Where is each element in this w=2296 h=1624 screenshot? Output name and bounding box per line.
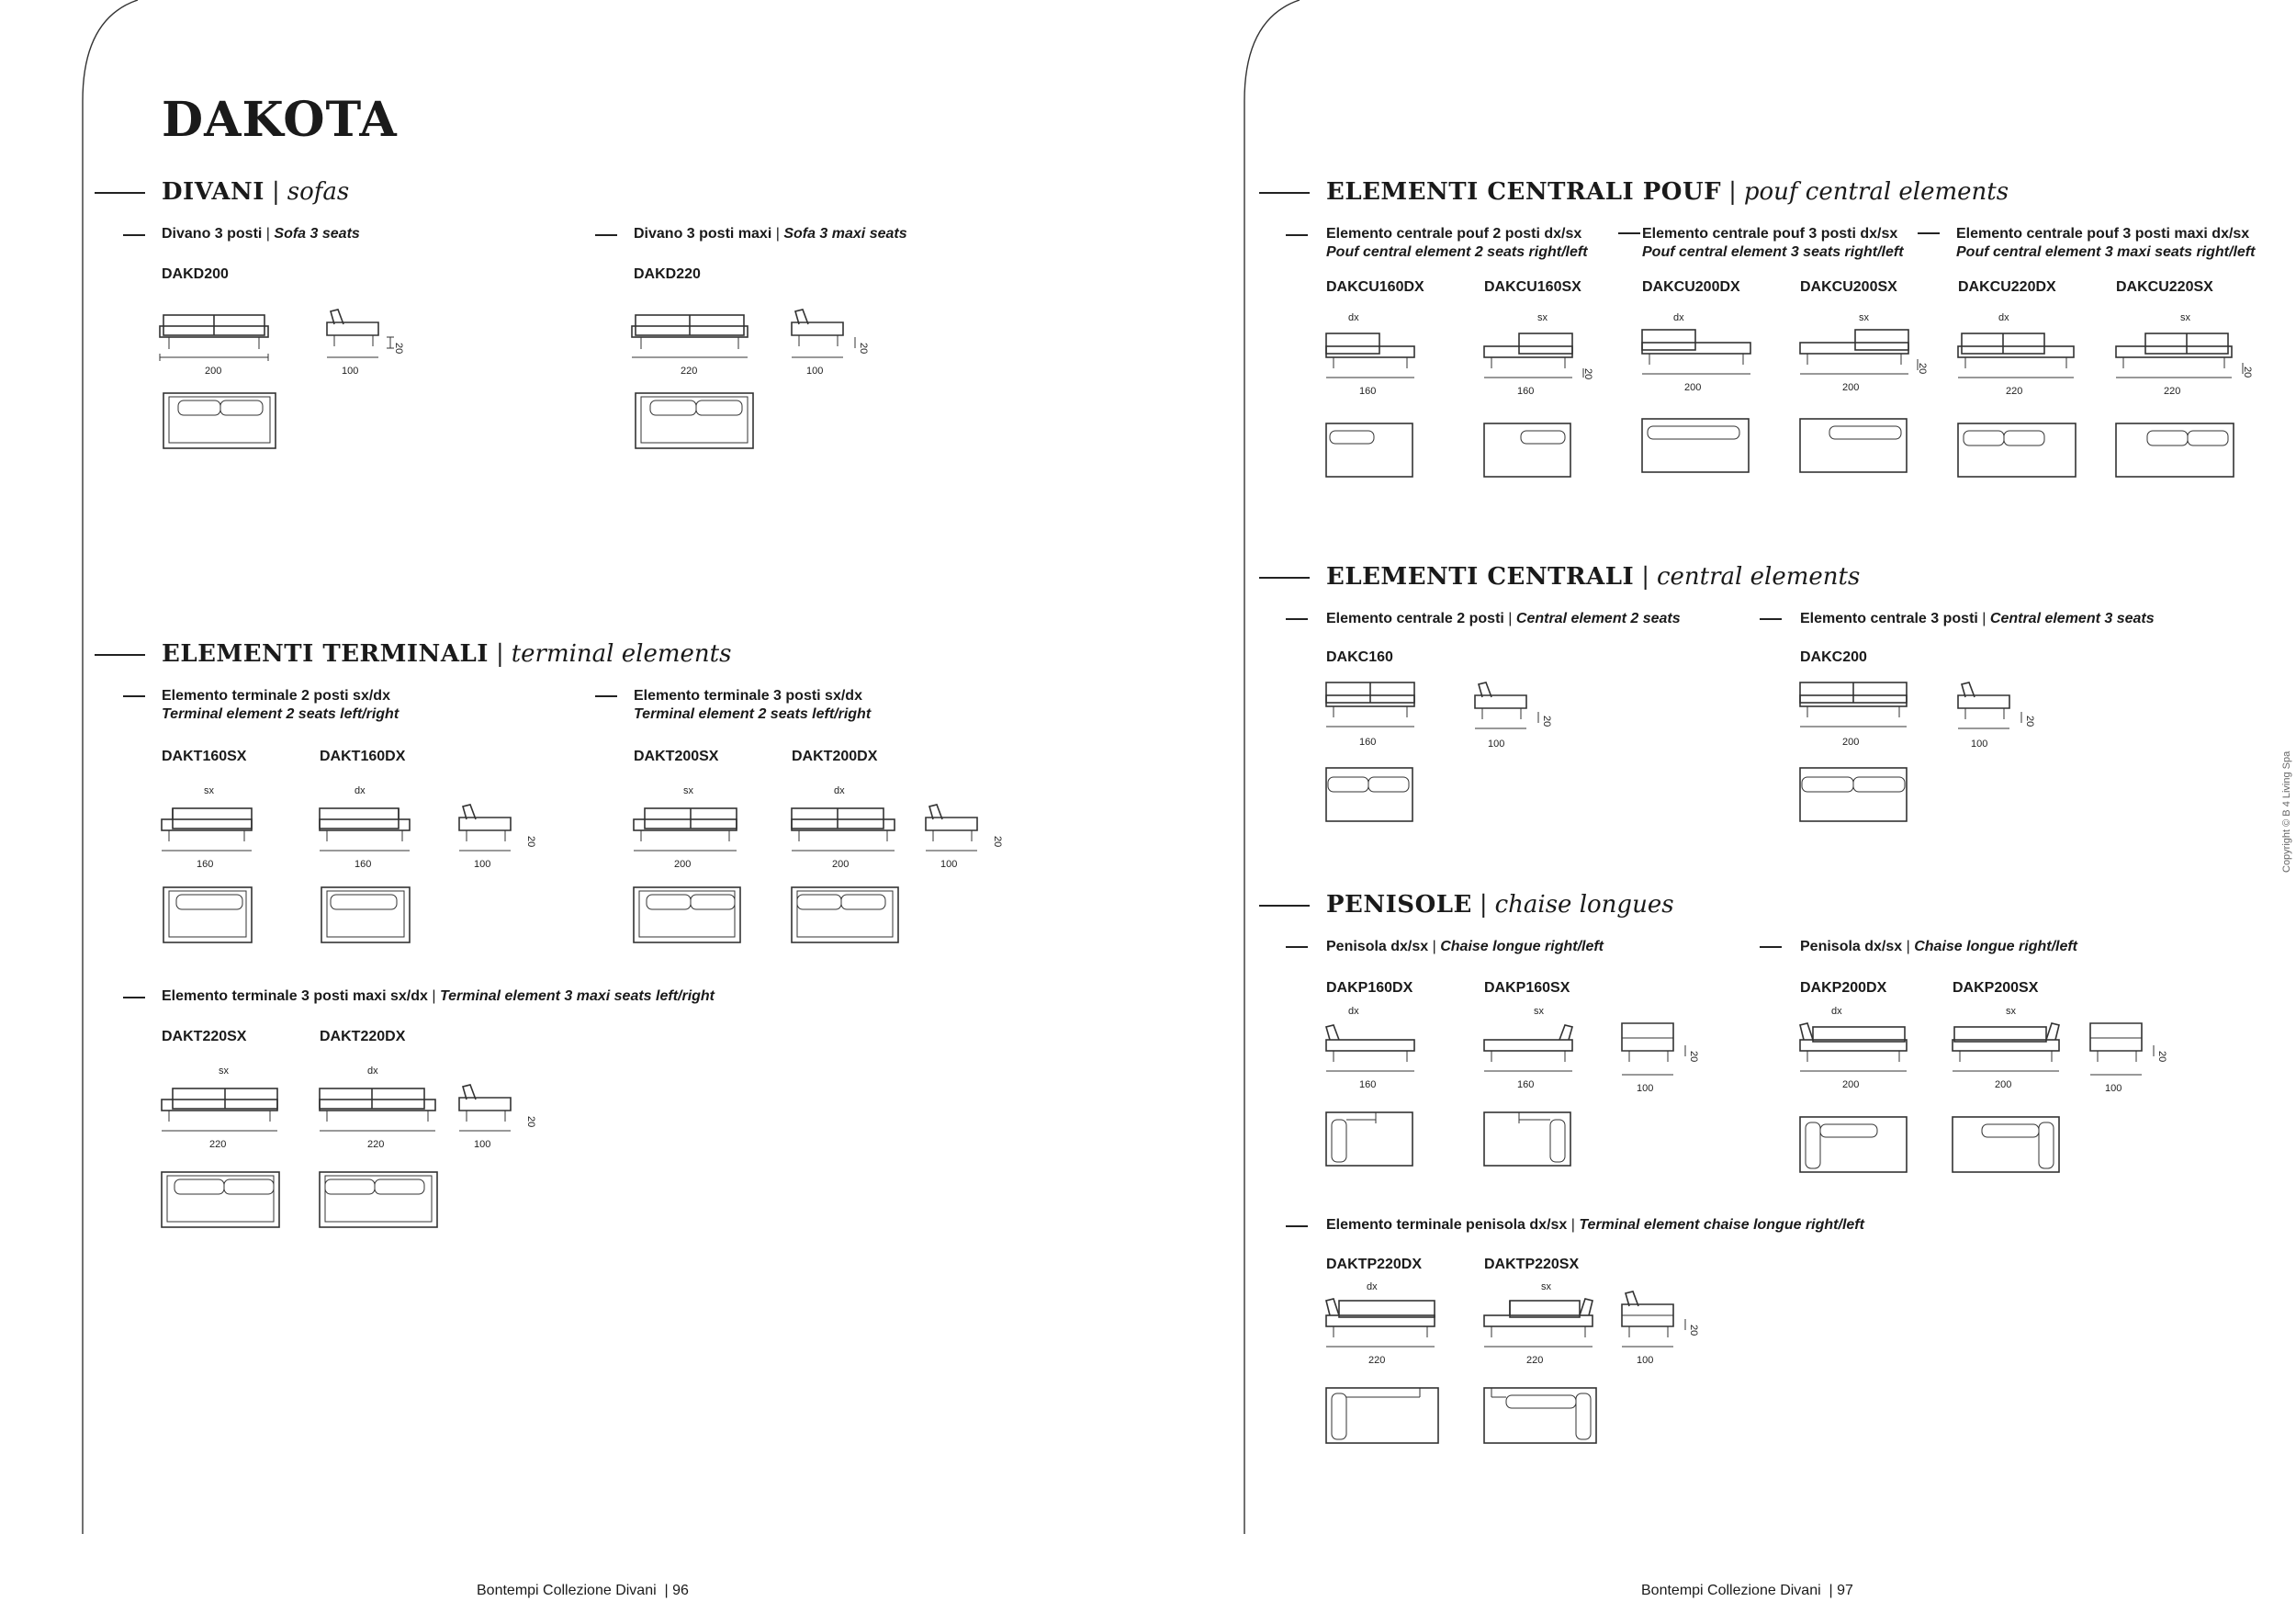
- subsection-rule: [1286, 234, 1308, 236]
- svg-text:160: 160: [355, 859, 372, 870]
- front-view-daktp220dx: [1321, 1277, 1440, 1378]
- svg-text:sx: sx: [1537, 312, 1548, 323]
- subsection-rule: [1618, 232, 1640, 234]
- front-view-dakt200dx: [786, 781, 906, 882]
- front-view-dakt160dx: [314, 781, 415, 882]
- subsection-rule: [123, 234, 145, 236]
- svg-text:20: 20: [1917, 363, 1928, 375]
- group-pouf2: Elemento centrale pouf 2 posti dx/sx Pouf central element 2 seats right/left: [1326, 226, 1588, 260]
- front-view-dakcu200sx: [1795, 308, 1932, 409]
- top-view-dakt200dx: [786, 882, 906, 951]
- subsection-rule: [595, 234, 617, 236]
- top-view-dakcu160sx: [1479, 418, 1580, 487]
- top-view-dakcu200sx: [1795, 413, 1914, 482]
- subsection-rule: [1760, 618, 1782, 620]
- subsection-rule: [123, 997, 145, 998]
- svg-text:20: 20: [992, 836, 1003, 848]
- svg-text:sx: sx: [2006, 1006, 2016, 1017]
- top-view-dakp200sx: [1947, 1111, 2066, 1185]
- svg-text:200: 200: [832, 859, 850, 870]
- section-rule: [1259, 577, 1310, 579]
- svg-text:200: 200: [1684, 382, 1702, 393]
- svg-text:100: 100: [806, 366, 824, 377]
- code-daktp220dx: DAKTP220DX: [1326, 1257, 1423, 1272]
- front-view-dakp160sx: [1479, 1001, 1580, 1102]
- side-view-sofa: [786, 299, 878, 381]
- svg-text:20: 20: [2024, 716, 2035, 727]
- svg-text:220: 220: [1526, 1355, 1544, 1366]
- code-dakp160dx: DAKP160DX: [1326, 980, 1413, 996]
- top-view-dakp200dx: [1795, 1111, 1914, 1185]
- code-dakp160sx: DAKP160SX: [1484, 980, 1570, 996]
- top-view-daktp220dx: [1321, 1382, 1440, 1456]
- section-centrali: ELEMENTI CENTRALI | central elements: [1326, 563, 1861, 591]
- svg-text:220: 220: [2006, 386, 2023, 397]
- code-dakc160: DAKC160: [1326, 649, 1393, 665]
- svg-text:sx: sx: [2180, 312, 2190, 323]
- svg-text:dx: dx: [1348, 312, 1359, 323]
- group-central3: Elemento centrale 3 posti | Central element 3 seats: [1800, 611, 2155, 626]
- top-view-sofa-200: [156, 386, 285, 459]
- side-view-terminal: [920, 781, 1012, 882]
- group-pouf3: Elemento centrale pouf 3 posti dx/sx Pouf central element 3 seats right/left: [1642, 226, 1904, 260]
- svg-text:100: 100: [1488, 739, 1505, 750]
- front-view-dakt220sx: [156, 1061, 285, 1162]
- top-view-dakp160dx: [1321, 1107, 1422, 1176]
- svg-text:dx: dx: [367, 1066, 378, 1077]
- svg-text:20: 20: [1688, 1051, 1699, 1063]
- front-view-dakt160sx: [156, 781, 257, 882]
- code-dakc200: DAKC200: [1800, 649, 1867, 665]
- section-terminali: ELEMENTI TERMINALI | terminal elements: [162, 640, 732, 668]
- front-view-sofa-220: [628, 299, 766, 381]
- front-view-dakt220dx: [314, 1061, 443, 1162]
- svg-text:20: 20: [2156, 1051, 2167, 1063]
- group-sofa3: Divano 3 posti | Sofa 3 seats: [162, 226, 360, 242]
- side-view-chaise: [1616, 1001, 1708, 1102]
- svg-text:160: 160: [197, 859, 214, 870]
- side-view-sofa: [321, 299, 413, 381]
- svg-text:100: 100: [342, 366, 359, 377]
- svg-text:dx: dx: [1831, 1006, 1842, 1017]
- svg-text:220: 220: [2164, 386, 2181, 397]
- svg-text:160: 160: [1517, 386, 1535, 397]
- front-view-dakcu200dx: [1637, 308, 1756, 409]
- code-dakd200: DAKD200: [162, 266, 229, 282]
- top-view-dakc200: [1795, 762, 1914, 831]
- code-dakcu200sx: DAKCU200SX: [1800, 279, 1897, 295]
- svg-text:dx: dx: [834, 785, 845, 796]
- code-dakcu160dx: DAKCU160DX: [1326, 279, 1424, 295]
- section-divani: DIVANI | sofas: [162, 178, 350, 206]
- svg-text:20: 20: [1582, 368, 1593, 380]
- top-view-dakcu220dx: [1953, 418, 2081, 487]
- svg-text:20: 20: [858, 343, 869, 355]
- svg-text:160: 160: [1517, 1079, 1535, 1090]
- front-view-dakcu160dx: [1321, 308, 1422, 409]
- svg-text:200: 200: [1842, 737, 1860, 748]
- svg-text:100: 100: [2105, 1083, 2122, 1094]
- svg-text:20: 20: [393, 343, 404, 355]
- subsection-rule: [1918, 232, 1940, 234]
- svg-text:dx: dx: [1673, 312, 1684, 323]
- code-dakd220: DAKD220: [634, 266, 701, 282]
- svg-text:200: 200: [1842, 382, 1860, 393]
- front-view-dakc200: [1795, 675, 1914, 758]
- svg-text:100: 100: [474, 1139, 491, 1150]
- front-view-dakc160: [1321, 675, 1422, 758]
- svg-text:dx: dx: [1998, 312, 2009, 323]
- svg-text:100: 100: [1971, 739, 1988, 750]
- code-dakt160sx: DAKT160SX: [162, 749, 247, 764]
- svg-text:20: 20: [1688, 1325, 1699, 1336]
- group-term-chaise: Elemento terminale penisola dx/sx | Terminal element chaise longue right/left: [1326, 1217, 1864, 1233]
- top-view-dakt160sx: [156, 882, 257, 951]
- subsection-rule: [595, 695, 617, 697]
- svg-text:sx: sx: [219, 1066, 229, 1077]
- svg-text:160: 160: [1359, 737, 1377, 748]
- svg-text:100: 100: [1637, 1355, 1654, 1366]
- code-dakcu160sx: DAKCU160SX: [1484, 279, 1581, 295]
- front-view-sofa-200: [156, 299, 294, 381]
- svg-text:20: 20: [525, 836, 536, 848]
- top-view-dakcu220sx: [2110, 418, 2239, 487]
- side-view-terminal: [454, 781, 546, 882]
- svg-text:160: 160: [1359, 1079, 1377, 1090]
- top-view-dakp160sx: [1479, 1107, 1580, 1176]
- group-term3: Elemento terminale 3 posti sx/dx Terminal element 2 seats left/right: [634, 688, 872, 722]
- svg-text:200: 200: [205, 366, 222, 377]
- front-view-dakp200dx: [1795, 1001, 1914, 1102]
- svg-text:sx: sx: [683, 785, 693, 796]
- group-pouf3maxi: Elemento centrale pouf 3 posti maxi dx/sx Pouf central element 3 maxi seats right/left: [1956, 226, 2256, 260]
- code-dakcu220dx: DAKCU220DX: [1958, 279, 2056, 295]
- side-view-chaise: [2085, 1001, 2177, 1102]
- svg-text:sx: sx: [1859, 312, 1869, 323]
- section-pouf: ELEMENTI CENTRALI POUF | pouf central elements: [1326, 178, 2009, 206]
- section-rule: [1259, 905, 1310, 907]
- svg-text:dx: dx: [1367, 1281, 1378, 1292]
- footer-right: Bontempi Collezione Divani | 97: [1641, 1583, 1853, 1598]
- subsection-rule: [1286, 618, 1308, 620]
- top-view-dakt220sx: [156, 1167, 285, 1235]
- svg-text:100: 100: [940, 859, 958, 870]
- svg-text:sx: sx: [1534, 1006, 1544, 1017]
- group-term3maxi: Elemento terminale 3 posti maxi sx/dx | Terminal element 3 maxi seats left/right: [162, 988, 715, 1004]
- section-rule: [95, 192, 145, 194]
- top-view-dakcu200dx: [1637, 413, 1756, 482]
- side-view-central: [1953, 675, 2044, 758]
- top-view-dakcu160dx: [1321, 418, 1422, 487]
- side-view-terminal: [454, 1061, 546, 1162]
- code-dakcu200dx: DAKCU200DX: [1642, 279, 1740, 295]
- code-dakt200dx: DAKT200DX: [792, 749, 878, 764]
- top-view-dakt160dx: [314, 882, 415, 951]
- code-dakcu220sx: DAKCU220SX: [2116, 279, 2213, 295]
- code-dakt160dx: DAKT160DX: [320, 749, 406, 764]
- svg-text:100: 100: [1637, 1083, 1654, 1094]
- group-chaise-a: Penisola dx/sx | Chaise longue right/left: [1326, 939, 1604, 954]
- svg-text:200: 200: [1995, 1079, 2012, 1090]
- svg-text:sx: sx: [204, 785, 214, 796]
- side-view-terminal-chaise: [1616, 1277, 1708, 1378]
- svg-text:dx: dx: [355, 785, 366, 796]
- svg-text:220: 220: [1368, 1355, 1386, 1366]
- copyright: Copyright © B 4 Living Spa: [2281, 750, 2292, 873]
- group-term2: Elemento terminale 2 posti sx/dx Terminal element 2 seats left/right: [162, 688, 400, 722]
- code-daktp220sx: DAKTP220SX: [1484, 1257, 1580, 1272]
- group-central2: Elemento centrale 2 posti | Central element 2 seats: [1326, 611, 1681, 626]
- code-dakp200sx: DAKP200SX: [1953, 980, 2039, 996]
- code-dakt200sx: DAKT200SX: [634, 749, 719, 764]
- code-dakp200dx: DAKP200DX: [1800, 980, 1887, 996]
- section-penisole: PENISOLE | chaise longues: [1326, 891, 1674, 919]
- top-view-dakc160: [1321, 762, 1422, 831]
- code-dakt220sx: DAKT220SX: [162, 1029, 247, 1044]
- brand-title: DAKOTA: [162, 92, 398, 148]
- front-view-dakcu160sx: [1479, 308, 1598, 409]
- svg-text:20: 20: [525, 1116, 536, 1128]
- footer-left: Bontempi Collezione Divani | 96: [477, 1583, 689, 1598]
- front-view-daktp220sx: [1479, 1277, 1598, 1378]
- subsection-rule: [123, 695, 145, 697]
- svg-text:160: 160: [1359, 386, 1377, 397]
- subsection-rule: [1286, 946, 1308, 948]
- svg-text:220: 220: [367, 1139, 385, 1150]
- front-view-dakp200sx: [1947, 1001, 2066, 1102]
- front-view-dakt200sx: [628, 781, 748, 882]
- top-view-dakt200sx: [628, 882, 748, 951]
- code-dakt220dx: DAKT220DX: [320, 1029, 406, 1044]
- side-view-central: [1469, 675, 1561, 758]
- group-chaise-b: Penisola dx/sx | Chaise longue right/left: [1800, 939, 2078, 954]
- svg-text:220: 220: [209, 1139, 227, 1150]
- svg-text:200: 200: [1842, 1079, 1860, 1090]
- svg-text:20: 20: [1541, 716, 1552, 727]
- svg-text:dx: dx: [1348, 1006, 1359, 1017]
- svg-text:20: 20: [2242, 367, 2253, 378]
- front-view-dakp160dx: [1321, 1001, 1422, 1102]
- svg-text:sx: sx: [1541, 1281, 1551, 1292]
- top-view-sofa-220: [628, 386, 757, 459]
- subsection-rule: [1760, 946, 1782, 948]
- top-view-daktp220sx: [1479, 1382, 1598, 1456]
- front-view-dakcu220sx: [2110, 308, 2267, 409]
- svg-text:100: 100: [474, 859, 491, 870]
- front-view-dakcu220dx: [1953, 308, 2081, 409]
- group-sofa3maxi: Divano 3 posti maxi | Sofa 3 maxi seats: [634, 226, 907, 242]
- subsection-rule: [1286, 1225, 1308, 1227]
- svg-text:200: 200: [674, 859, 692, 870]
- section-rule: [95, 654, 145, 656]
- svg-text:220: 220: [681, 366, 698, 377]
- section-rule: [1259, 192, 1310, 194]
- top-view-dakt220dx: [314, 1167, 443, 1235]
